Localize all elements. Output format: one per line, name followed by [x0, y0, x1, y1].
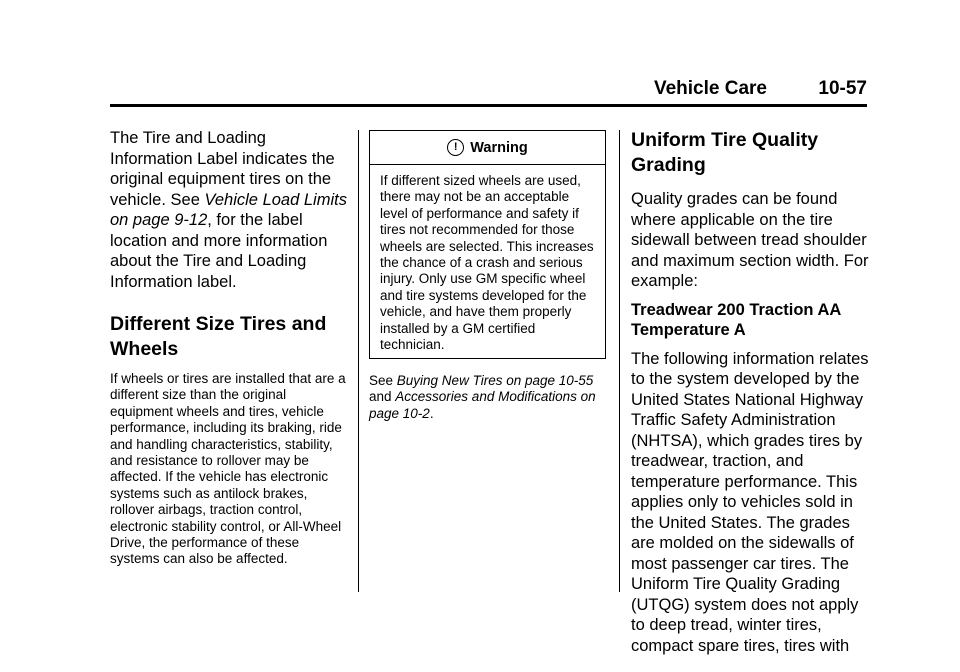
intro-paragraph: The Tire and Loading Information Label indicates the original equipment tires on the vehicle. See Vehicle Load Limits on page 9-12, for the label location and more information about the Tire and Loading Information label. — [110, 129, 347, 291]
cross-reference-link[interactable]: Vehicle Load Limits on page 9-12 — [110, 190, 347, 229]
see-also-paragraph: See Buying New Tires on page 10-55 and Accessories and Modifications on page 10-2. — [369, 373, 596, 421]
cross-reference-link[interactable]: Buying New Tires on page 10-55 — [396, 373, 594, 388]
body-paragraph: Quality grades can be found where applicable on the tire sidewall between tread shoulder and maximum section width. For example: — [631, 190, 869, 290]
column-left — [110, 128, 348, 568]
column-divider — [619, 130, 620, 592]
section-heading: Different Size Tires and Wheels — [110, 313, 327, 360]
warning-box — [369, 130, 606, 359]
grade-example: Treadwear 200 Traction AA Temperature A — [631, 300, 841, 339]
warning-icon: ! — [447, 139, 464, 156]
page-number: 10-57 — [818, 78, 867, 99]
page-header — [110, 78, 867, 107]
column-middle — [369, 128, 608, 422]
warning-text: If different sized wheels are used, there may not be an acceptable level of performance and safety if tires not recommended for those wheels are selected. This increases the chance of a crash and serious injury. Only use GM specific wheel and tire systems developed for the vehicle, and have them properly installed by a GM certified technician. — [380, 173, 594, 353]
cross-reference-link[interactable]: Accessories and Modifications on page 10-2 — [369, 389, 596, 421]
body-paragraph: The following information relates to the system developed by the United States National Highway Traffic Safety Administration (NHTSA), which grades tires by treadwear, traction, and temperature performance. This applies only to vehicles sold in the United States. The grades are molded on the sidewalls of most passenger car tires. The Uniform Tire Quality Grading (UTQG) system does not apply to deep tread, winter tires, compact spare tires, tires with — [631, 349, 869, 655]
column-right — [631, 128, 871, 656]
section-heading: Uniform Tire Quality Grading — [631, 129, 819, 176]
warning-title: Warning — [470, 139, 528, 156]
warning-header — [370, 131, 605, 165]
section-title: Vehicle Care — [653, 78, 767, 99]
column-divider — [358, 130, 359, 592]
body-paragraph: If wheels or tires are installed that are a different size than the original equipment wheels and tires, vehicle performance, including its braking, ride and handling characteristics, stability, and resistance to rollover may be affected. If the vehicle has electronic systems such as antilock brakes, rollover airbags, traction control, electronic stability control, or All-Wheel Drive, the performance of these systems can also be affected. — [110, 371, 346, 567]
